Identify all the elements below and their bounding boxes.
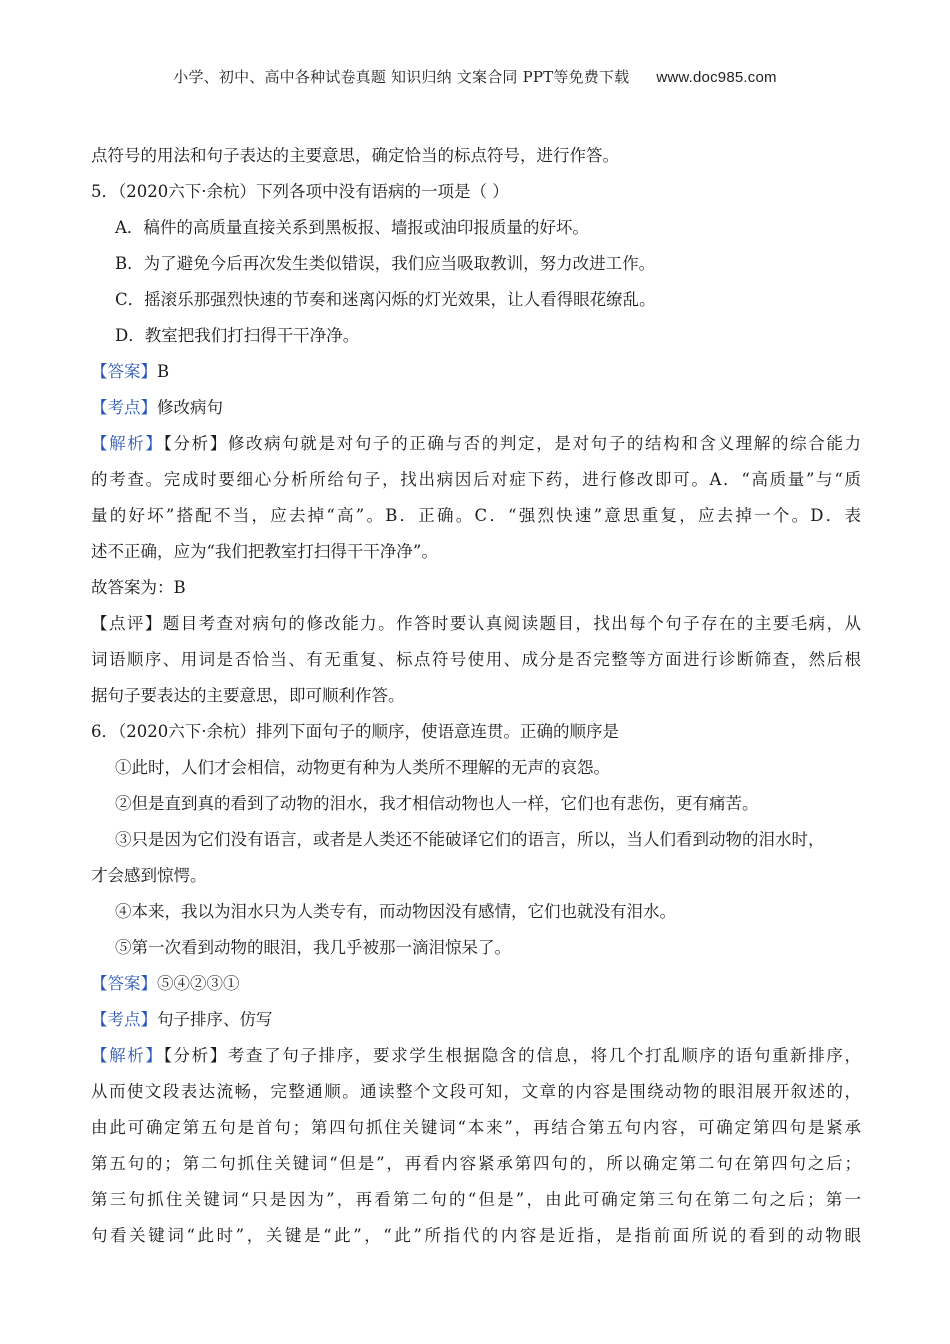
q5-conclusion: 故答案为：B: [91, 578, 186, 597]
q6-analysis-line-4: 第五句的；第二句抓住关键词“但是”，再看内容紧承第四句的，所以确定第二句在第四句之后；: [91, 1154, 861, 1173]
q6-sentence-3-cont: 才会感到惊愕。: [91, 866, 207, 885]
q5-option-d: D．教室把我们打扫得干干净净。: [115, 326, 360, 345]
q5-review-line-2: 词语顺序、用词是否恰当、有无重复、标点符号使用、成分是否完整等方面进行诊断筛查，然后根: [91, 650, 861, 669]
q6-analysis-line-3: 由此可确定第五句是首句；第四句抓住关键词“本来”，再结合第五句内容，可确定第四句是紧承: [91, 1118, 861, 1137]
q6-sentence-5: ⑤第一次看到动物的眼泪，我几乎被那一滴泪惊呆了。: [115, 938, 511, 957]
analysis-label: 解析: [109, 434, 146, 453]
header-site-link[interactable]: www.doc985.com: [656, 69, 777, 86]
q5-analysis-line-1: 【解析】【分析】修改病句就是对句子的正确与否的判定，是对句子的结构和含义理解的综合能力: [91, 434, 861, 453]
header-text: 小学、初中、高中各种试卷真题 知识归纳 文案合同 PPT等免费下载: [173, 68, 630, 86]
prev-explanation-line: 点符号的用法和句子表达的主要意思，确定恰当的标点符号，进行作答。: [91, 146, 619, 165]
q6-stem: 6．（2020六下·余杭）排列下面句子的顺序，使语意连贯。正确的顺序是: [91, 722, 619, 741]
q5-stem: 5．（2020六下·余杭）下列各项中没有语病的一项是（ ）: [91, 182, 509, 201]
q6-analysis-line-1: 【解析】【分析】考查了句子排序，要求学生根据隐含的信息，将几个打乱顺序的语句重新排序，: [91, 1046, 861, 1065]
q6-sentence-2: ②但是直到真的看到了动物的泪水，我才相信动物也人一样，它们也有悲伤，更有痛苦。: [115, 794, 759, 813]
document-body: [91, 138, 861, 1254]
q5-analysis-line-3: 量的好坏”搭配不当，应去掉“高”。B．正确。C．“强烈快速”意思重复，应去掉一个。D．表: [91, 506, 861, 525]
q6-sentence-4: ④本来，我以为泪水只为人类专有，而动物因没有感情，它们也就没有泪水。: [115, 902, 676, 921]
q5-review-line-1: 【点评】题目考查对病句的修改能力。作答时要认真阅读题目，找出每个句子存在的主要毛病，从: [91, 614, 861, 633]
q5-option-a: A．稿件的高质量直接关系到黑板报、墙报或油印报质量的好坏。: [115, 218, 589, 237]
page-header: [0, 66, 950, 87]
review-label: 点评: [108, 614, 145, 633]
q6-answer-row: 【答案】⑤④②③①: [91, 974, 240, 993]
q6-point-row: 【考点】句子排序、仿写: [91, 1010, 273, 1029]
q6-sentence-3: ③只是因为它们没有语言，或者是人类还不能破译它们的语言，所以，当人们看到动物的泪水时，: [115, 830, 825, 849]
q6-point: 句子排序、仿写: [157, 1010, 273, 1029]
q5-answer: B: [157, 362, 170, 381]
q5-option-b: B．为了避免今后再次发生类似错误，我们应当吸取教训，努力改进工作。: [115, 254, 656, 273]
q5-answer-row: 【答案】B: [91, 362, 170, 381]
q6-sentence-1: ①此时，人们才会相信，动物更有种为人类所不理解的无声的哀怨。: [115, 758, 610, 777]
fenxi-label: 【分析】: [163, 434, 228, 453]
q6-analysis-line-2: 从而使文段表达流畅，完整通顺。通读整个文段可知，文章的内容是围绕动物的眼泪展开叙述的，: [91, 1082, 861, 1101]
point-label: 考点: [107, 398, 141, 417]
q5-point-row: 【考点】修改病句: [91, 398, 223, 417]
q5-option-c: C．摇滚乐那强烈快速的节奏和迷离闪烁的灯光效果，让人看得眼花缭乱。: [115, 290, 656, 309]
q5-analysis-line-2: 的考查。完成时要细心分析所给句子，找出病因后对症下药，进行修改即可。A．“高质量”与“质: [91, 470, 861, 489]
q5-analysis-line-4: 述不正确，应为“我们把教室打扫得干干净净”。: [91, 542, 438, 561]
q5-review-line-3: 据句子要表达的主要意思，即可顺利作答。: [91, 686, 405, 705]
q5-point: 修改病句: [157, 398, 223, 417]
answer-label: 答案: [107, 362, 141, 381]
q6-analysis-line-5: 第三句抓住关键词“只是因为”，再看第二句的“但是”，由此可确定第三句在第二句之后；第一: [91, 1190, 861, 1209]
q6-answer: ⑤④②③①: [157, 974, 240, 993]
q6-analysis-line-6: 句看关键词“此时”，关键是“此”，“此”所指代的内容是近指，是指前面所说的看到的动物眼: [91, 1226, 861, 1245]
